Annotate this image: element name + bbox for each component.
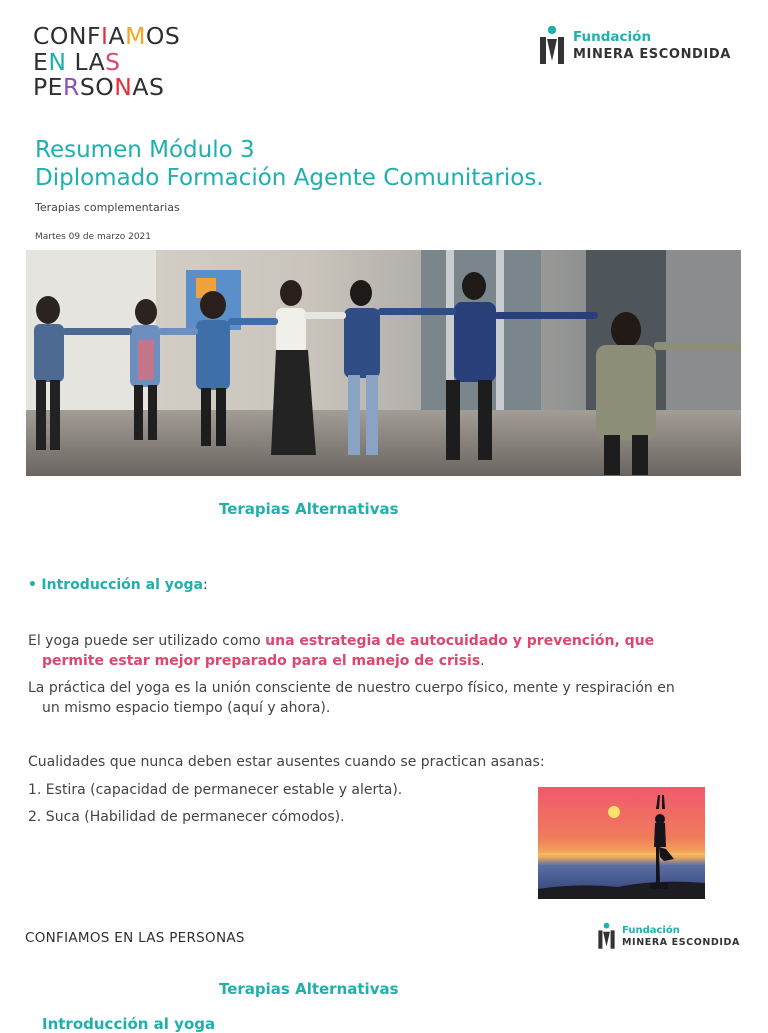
paragraph-1 xyxy=(28,631,728,671)
yoga-silhouette-image xyxy=(538,787,705,899)
list-item-2: 2. Suca (Habilidad de permanecer cómodos). xyxy=(28,809,345,825)
partial-bullet-page-2: Introducción al yoga xyxy=(42,1015,216,1033)
brand-letter: O xyxy=(95,73,115,101)
foundation-line-2-small: MINERA ESCONDIDA xyxy=(622,936,740,948)
brand-letter: I xyxy=(101,22,109,50)
brand-letter: A xyxy=(132,73,149,101)
brand-line-3 xyxy=(33,75,203,101)
document-date: Martes 09 de marzo 2021 xyxy=(35,232,151,242)
brand-letter: L xyxy=(74,47,89,76)
brand-letter: O xyxy=(49,22,69,50)
foundation-text-small xyxy=(622,926,740,948)
p2-line-1: La práctica del yoga es la unión consciente de nuestro cuerpo físico, mente y respiración en xyxy=(28,680,675,696)
brand-letter: N xyxy=(68,22,88,50)
paragraph-2 xyxy=(28,678,728,718)
brand-letter: R xyxy=(63,73,80,101)
bullet-marker: • xyxy=(28,577,37,593)
bullet-intro-yoga xyxy=(28,577,208,593)
brand-logo xyxy=(33,24,203,101)
p1-end: . xyxy=(480,653,485,669)
document-subtitle: Terapias complementarias xyxy=(35,201,180,214)
section-heading-page-2: Terapias Alternativas xyxy=(219,980,399,998)
brand-wordmark-small: CONFIAMOS EN LAS PERSONAS xyxy=(25,930,245,946)
fundacion-mark-icon xyxy=(597,922,616,951)
title-line-1: Resumen Módulo 3 xyxy=(35,137,255,163)
brand-letter: S xyxy=(148,73,165,101)
foundation-text xyxy=(573,31,731,61)
bullet-colon: : xyxy=(202,577,208,593)
brand-letter: N xyxy=(48,47,67,76)
yoga-sunset-photo xyxy=(538,787,705,899)
section-heading: Terapias Alternativas xyxy=(219,500,399,518)
brand-letter: S xyxy=(105,47,121,76)
brand-letter: P xyxy=(33,73,48,101)
bullet-label: Introducción al yoga xyxy=(41,577,203,593)
brand-line-2 xyxy=(33,47,203,76)
p1-highlight-a: una estrategia de autocuidado y prevención, que xyxy=(265,633,655,649)
brand-letter: N xyxy=(114,73,133,101)
brand-letter: M xyxy=(125,22,146,50)
document-title xyxy=(35,136,544,192)
brand-line-1 xyxy=(33,24,203,50)
foundation-logo-small xyxy=(597,922,740,951)
foundation-line-2: MINERA ESCONDIDA xyxy=(573,46,731,62)
p2-line-2: un mismo espacio tiempo (aquí y ahora). xyxy=(42,700,331,716)
p1-start: El yoga puede ser utilizado como xyxy=(28,633,266,649)
brand-letter: C xyxy=(33,22,50,50)
p1-line-2 xyxy=(28,651,728,671)
foundation-line-1: Fundación xyxy=(573,29,652,46)
title-line-2: Diplomado Formación Agente Comunitarios. xyxy=(35,165,544,191)
foundation-logo xyxy=(538,25,731,67)
brand-letter: S xyxy=(164,22,181,50)
brand-letter: F xyxy=(87,22,102,50)
brand-letter: A xyxy=(88,47,106,76)
list-item-1: 1. Estira (capacidad de permanecer estable y alerta). xyxy=(28,782,403,798)
hero-photo xyxy=(26,250,741,476)
group-dance-photo-image xyxy=(26,250,741,476)
brand-letter: O xyxy=(145,22,165,50)
p1-highlight-b: permite estar mejor preparado para el manejo de crisis xyxy=(42,653,481,669)
brand-letter: E xyxy=(47,73,64,101)
brand-letter: E xyxy=(33,47,49,76)
brand-letter: A xyxy=(108,22,126,50)
brand-letter: S xyxy=(79,73,96,101)
paragraph-3: Cualidades que nunca deben estar ausentes cuando se practican asanas: xyxy=(28,754,545,770)
foundation-line-1-small: Fundación xyxy=(622,924,680,936)
fundacion-mark-icon xyxy=(538,25,566,67)
